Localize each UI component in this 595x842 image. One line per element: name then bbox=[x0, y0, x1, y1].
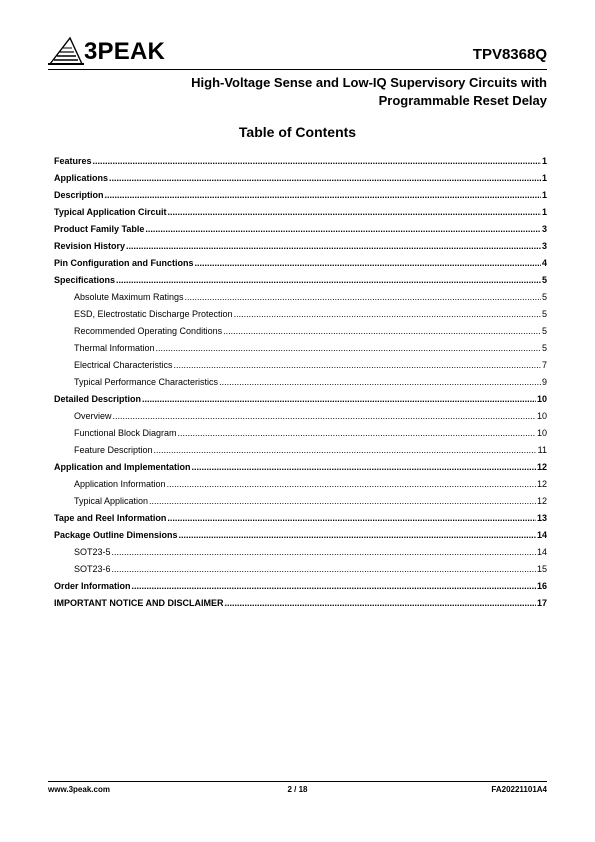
toc-entry[interactable] bbox=[54, 476, 547, 493]
toc-entry-title: Electrical Characteristics bbox=[74, 360, 173, 370]
document-title-line-2: Programmable Reset Delay bbox=[378, 93, 547, 108]
toc-dot-leader bbox=[167, 476, 536, 493]
logo-wordmark: 3PEAK bbox=[84, 38, 166, 65]
page-footer bbox=[48, 785, 547, 799]
toc-entry-page: 1 bbox=[541, 173, 547, 183]
toc-entry-page: 7 bbox=[541, 360, 547, 370]
toc-entry-title: Package Outline Dimensions bbox=[54, 530, 178, 540]
toc-entry[interactable] bbox=[54, 238, 547, 255]
footer-doc-code: FA20221101A4 bbox=[491, 785, 547, 794]
toc-entry-title: Typical Application bbox=[74, 496, 149, 506]
toc-entry[interactable] bbox=[54, 187, 547, 204]
toc-entry-page: 13 bbox=[536, 513, 547, 523]
toc-dot-leader bbox=[113, 408, 536, 425]
toc-dot-leader bbox=[168, 204, 541, 221]
toc-entry-page: 14 bbox=[536, 547, 547, 557]
toc-dot-leader bbox=[156, 340, 541, 357]
toc-entry-page: 9 bbox=[541, 377, 547, 387]
toc-entry-title: Typical Performance Characteristics bbox=[74, 377, 219, 387]
toc-entry-page: 10 bbox=[536, 428, 547, 438]
toc-dot-leader bbox=[112, 561, 536, 578]
toc-dot-leader bbox=[167, 510, 536, 527]
toc-entry-title: Features bbox=[54, 156, 92, 166]
toc-entry[interactable] bbox=[54, 255, 547, 272]
toc-entry[interactable] bbox=[54, 578, 547, 595]
header-divider bbox=[48, 69, 547, 70]
toc-dot-leader bbox=[109, 170, 541, 187]
toc-entry-title: Typical Application Circuit bbox=[54, 207, 167, 217]
toc-entry[interactable] bbox=[54, 442, 547, 459]
toc-entry-page: 16 bbox=[536, 581, 547, 591]
toc-entry[interactable] bbox=[54, 408, 547, 425]
toc-entry[interactable] bbox=[54, 153, 547, 170]
toc-dot-leader bbox=[142, 391, 536, 408]
toc-entry-title: Detailed Description bbox=[54, 394, 142, 404]
toc-dot-leader bbox=[185, 289, 541, 306]
toc-entry[interactable] bbox=[54, 544, 547, 561]
toc-dot-leader bbox=[219, 374, 541, 391]
toc-entry-page: 17 bbox=[536, 598, 547, 608]
toc-entry-page: 10 bbox=[536, 394, 547, 404]
toc-entry-title: Application and Implementation bbox=[54, 462, 191, 472]
toc-dot-leader bbox=[174, 357, 541, 374]
toc-entry-page: 10 bbox=[536, 411, 547, 421]
toc-dot-leader bbox=[105, 187, 541, 204]
toc-entry-title: Specifications bbox=[54, 275, 116, 285]
toc-entry[interactable] bbox=[54, 357, 547, 374]
toc-entry-page: 1 bbox=[541, 156, 547, 166]
toc-entry-title: Order Information bbox=[54, 581, 131, 591]
toc-entry-page: 1 bbox=[541, 190, 547, 200]
footer-divider bbox=[48, 781, 547, 782]
toc-entry[interactable] bbox=[54, 561, 547, 578]
toc-entry-page: 5 bbox=[541, 309, 547, 319]
toc-entry[interactable] bbox=[54, 170, 547, 187]
toc-dot-leader bbox=[192, 459, 536, 476]
toc-entry[interactable] bbox=[54, 595, 547, 612]
toc-dot-leader bbox=[132, 578, 536, 595]
toc-entry-title: Description bbox=[54, 190, 104, 200]
toc-entry[interactable] bbox=[54, 204, 547, 221]
toc-entry-title: Revision History bbox=[54, 241, 126, 251]
footer-website[interactable]: www.3peak.com bbox=[48, 785, 110, 794]
toc-entry-page: 5 bbox=[541, 292, 547, 302]
toc-dot-leader bbox=[225, 595, 536, 612]
toc-entry-page: 11 bbox=[537, 445, 547, 455]
toc-entry-title: Functional Block Diagram bbox=[74, 428, 177, 438]
toc-entry-title: Tape and Reel Information bbox=[54, 513, 167, 523]
toc-entry[interactable] bbox=[54, 374, 547, 391]
toc-dot-leader bbox=[145, 221, 541, 238]
document-title-line-1: High-Voltage Sense and Low-IQ Supervisory Circuits with bbox=[191, 75, 547, 90]
toc-entry-title: ESD, Electrostatic Discharge Protection bbox=[74, 309, 233, 319]
toc-entry-page: 5 bbox=[541, 326, 547, 336]
toc-entry[interactable] bbox=[54, 425, 547, 442]
mountain-peak-logo-icon bbox=[48, 36, 84, 66]
toc-entry-title: Recommended Operating Conditions bbox=[74, 326, 223, 336]
toc-entry-title: SOT23-6 bbox=[74, 564, 111, 574]
toc-dot-leader bbox=[178, 425, 536, 442]
toc-entry[interactable] bbox=[54, 391, 547, 408]
toc-entry-title: Thermal Information bbox=[74, 343, 155, 353]
toc-dot-leader bbox=[234, 306, 541, 323]
toc-entry-title: Feature Description bbox=[74, 445, 153, 455]
toc-entry[interactable] bbox=[54, 289, 547, 306]
company-logo bbox=[48, 36, 188, 68]
toc-entry-title: Product Family Table bbox=[54, 224, 145, 234]
toc-dot-leader bbox=[116, 272, 541, 289]
toc-dot-leader bbox=[179, 527, 536, 544]
toc-dot-leader bbox=[223, 323, 541, 340]
toc-entry[interactable] bbox=[54, 340, 547, 357]
toc-entry[interactable] bbox=[54, 323, 547, 340]
toc-entry[interactable] bbox=[54, 493, 547, 510]
toc-heading: Table of Contents bbox=[238, 124, 357, 140]
part-number: TPV8368Q bbox=[472, 46, 547, 63]
toc-entry-page: 4 bbox=[541, 258, 547, 268]
toc-dot-leader bbox=[112, 544, 536, 561]
toc-entry-title: Application Information bbox=[74, 479, 166, 489]
toc-entry-page: 3 bbox=[541, 224, 547, 234]
toc-dot-leader bbox=[195, 255, 541, 272]
toc-dot-leader bbox=[154, 442, 537, 459]
toc-entry-page: 12 bbox=[536, 496, 547, 506]
document-title bbox=[77, 74, 547, 110]
toc-dot-leader bbox=[126, 238, 541, 255]
toc-entry-page: 14 bbox=[536, 530, 547, 540]
toc-entry-title: SOT23-5 bbox=[74, 547, 111, 557]
toc-entry[interactable] bbox=[54, 272, 547, 289]
footer-page-indicator: 2 / 18 bbox=[287, 785, 308, 794]
toc-entry[interactable] bbox=[54, 459, 547, 476]
toc-entry-page: 1 bbox=[541, 207, 547, 217]
toc-entry-title: Applications bbox=[54, 173, 109, 183]
toc-entry[interactable] bbox=[54, 510, 547, 527]
toc-entry[interactable] bbox=[54, 306, 547, 323]
toc-dot-leader bbox=[149, 493, 536, 510]
toc-entry-page: 5 bbox=[541, 343, 547, 353]
toc-dot-leader bbox=[93, 153, 541, 170]
toc-entry-title: IMPORTANT NOTICE AND DISCLAIMER bbox=[54, 598, 224, 608]
toc-entry[interactable] bbox=[54, 221, 547, 238]
toc-entry[interactable] bbox=[54, 527, 547, 544]
table-of-contents bbox=[54, 153, 547, 612]
toc-entry-title: Pin Configuration and Functions bbox=[54, 258, 194, 268]
toc-entry-page: 12 bbox=[536, 462, 547, 472]
toc-entry-title: Overview bbox=[74, 411, 112, 421]
toc-entry-page: 3 bbox=[541, 241, 547, 251]
toc-entry-page: 15 bbox=[536, 564, 547, 574]
toc-entry-page: 12 bbox=[536, 479, 547, 489]
toc-entry-page: 5 bbox=[541, 275, 547, 285]
toc-entry-title: Absolute Maximum Ratings bbox=[74, 292, 184, 302]
